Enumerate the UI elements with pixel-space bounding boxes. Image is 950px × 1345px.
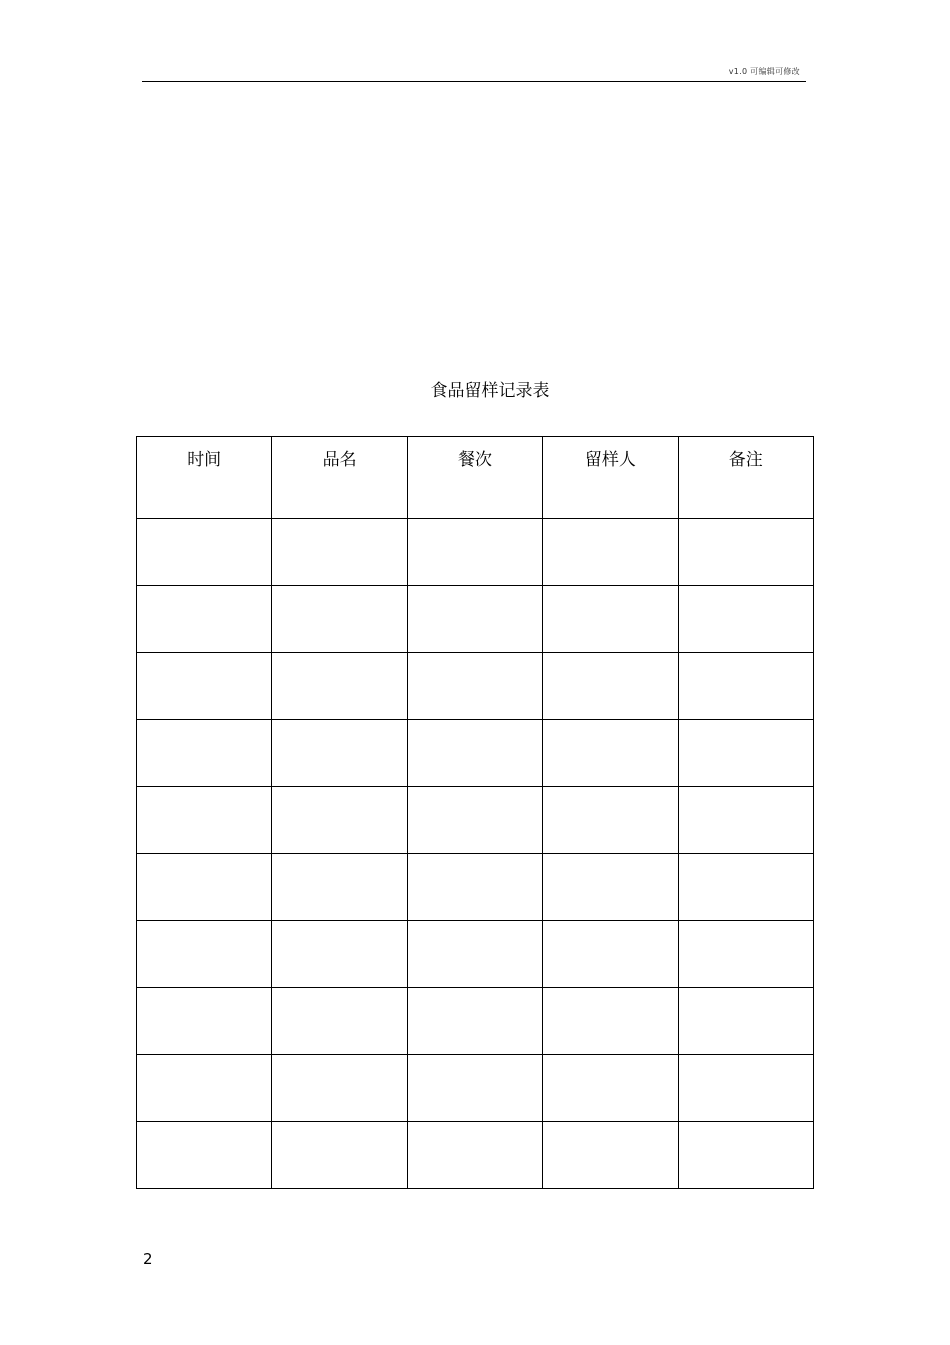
table-cell[interactable] xyxy=(272,787,407,854)
table-row xyxy=(137,854,814,921)
table-cell[interactable] xyxy=(678,988,813,1055)
table-cell[interactable] xyxy=(678,787,813,854)
table-cell[interactable] xyxy=(407,720,542,787)
table-cell[interactable] xyxy=(137,720,272,787)
table-cell[interactable] xyxy=(678,1055,813,1122)
column-header-time: 时间 xyxy=(137,437,272,519)
table-cell[interactable] xyxy=(272,586,407,653)
table-row xyxy=(137,1055,814,1122)
table-cell[interactable] xyxy=(543,988,678,1055)
table-cell[interactable] xyxy=(543,1122,678,1189)
table-cell[interactable] xyxy=(543,1055,678,1122)
table-cell[interactable] xyxy=(543,921,678,988)
table-cell[interactable] xyxy=(678,1122,813,1189)
table-cell[interactable] xyxy=(137,586,272,653)
table-cell[interactable] xyxy=(137,519,272,586)
table-cell[interactable] xyxy=(543,519,678,586)
table-row xyxy=(137,921,814,988)
table-cell[interactable] xyxy=(137,988,272,1055)
table-cell[interactable] xyxy=(543,854,678,921)
column-header-sampler: 留样人 xyxy=(543,437,678,519)
page-number: 2 xyxy=(143,1250,153,1268)
table-cell[interactable] xyxy=(137,854,272,921)
table-cell[interactable] xyxy=(543,653,678,720)
table-cell[interactable] xyxy=(407,921,542,988)
column-header-item-name: 品名 xyxy=(272,437,407,519)
table-cell[interactable] xyxy=(272,854,407,921)
header-version-note: v1.0 可编辑可修改 xyxy=(728,67,800,76)
table-row xyxy=(137,988,814,1055)
table-cell[interactable] xyxy=(137,1122,272,1189)
table-row xyxy=(137,787,814,854)
table-body xyxy=(137,519,814,1189)
food-sample-record-table xyxy=(136,436,814,1189)
table-cell[interactable] xyxy=(678,720,813,787)
table-cell[interactable] xyxy=(137,921,272,988)
table-cell[interactable] xyxy=(407,1122,542,1189)
table-cell[interactable] xyxy=(543,787,678,854)
table-cell[interactable] xyxy=(137,653,272,720)
table-header-row xyxy=(137,437,814,519)
table-cell[interactable] xyxy=(407,854,542,921)
table-cell[interactable] xyxy=(678,586,813,653)
table-cell[interactable] xyxy=(543,720,678,787)
table-cell[interactable] xyxy=(137,1055,272,1122)
table-row xyxy=(137,653,814,720)
table-cell[interactable] xyxy=(272,519,407,586)
table-cell[interactable] xyxy=(272,1055,407,1122)
header-divider xyxy=(142,81,806,82)
table-cell[interactable] xyxy=(272,720,407,787)
table-cell[interactable] xyxy=(272,1122,407,1189)
table-row xyxy=(137,586,814,653)
table-cell[interactable] xyxy=(407,586,542,653)
table-row xyxy=(137,720,814,787)
table-cell[interactable] xyxy=(407,787,542,854)
table-cell[interactable] xyxy=(543,586,678,653)
table-cell[interactable] xyxy=(137,787,272,854)
table-cell[interactable] xyxy=(407,1055,542,1122)
column-header-remarks: 备注 xyxy=(678,437,813,519)
document-title: 食品留样记录表 xyxy=(430,381,550,401)
table-cell[interactable] xyxy=(407,519,542,586)
table-row xyxy=(137,519,814,586)
table-cell[interactable] xyxy=(407,653,542,720)
table-cell[interactable] xyxy=(678,519,813,586)
table-cell[interactable] xyxy=(678,653,813,720)
table-cell[interactable] xyxy=(678,921,813,988)
table-cell[interactable] xyxy=(272,988,407,1055)
table-cell[interactable] xyxy=(407,988,542,1055)
column-header-meal: 餐次 xyxy=(407,437,542,519)
table-cell[interactable] xyxy=(272,921,407,988)
table-cell[interactable] xyxy=(678,854,813,921)
table-row xyxy=(137,1122,814,1189)
table-cell[interactable] xyxy=(272,653,407,720)
